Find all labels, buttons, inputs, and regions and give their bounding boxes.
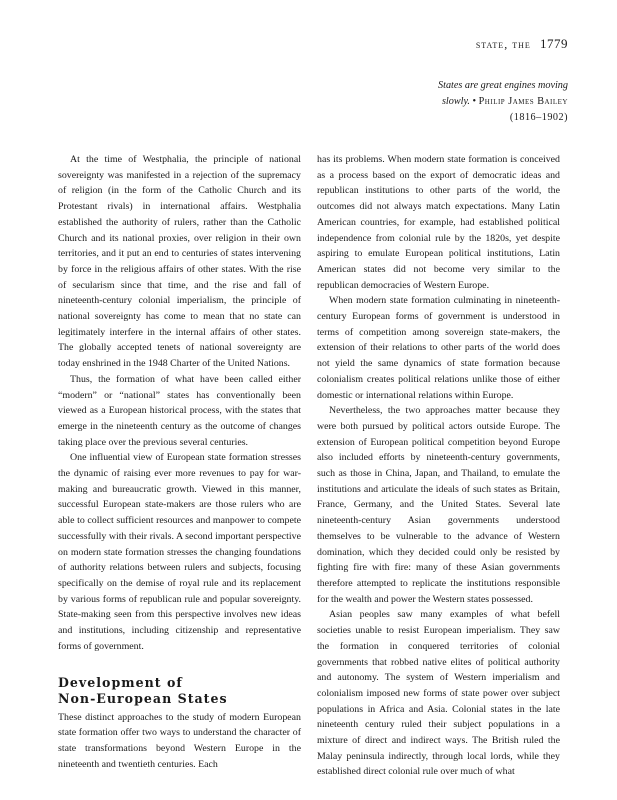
section-heading-line1: Development of — [58, 674, 183, 690]
body-paragraph: These distinct approaches to the study of modern European state formation offer two ways to understand the character of state transformations beyond Western Europe in the nineteenth and twentieth centuries. Each — [58, 711, 301, 770]
body-paragraph: One influential view of European state formation stresses the dynamic of raising ever more revenues to pay for war-making and bureaucratic growth. Viewed in this manner, successful European state-makers are those rulers who are able to collect sufficient resources and manpower to compete successfully with their rivals. A second important perspective on modern state formation stresses the changing foundations of authority relations between rulers and subjects, focusing specifically on the demise of royal rule and its replacement by various forms of republican rule and popular sovereignty. State-making seen from this perspective involves new ideas and institutions, including citizenship and representative forms of government. — [58, 452, 301, 652]
section-heading — [58, 675, 301, 707]
body-paragraph: has its problems. When modern state formation is conceived as a process based on the export of democratic ideas and republican institutions to other parts of the world, the outcomes did not always match expectations. Many Latin American countries, for example, had established political independence from colonial rule by the 1820s, yet despite aspiring to emulate European political institutions, Latin American states did not become very similar to the republican democracies of Western Europe. — [317, 154, 560, 291]
body-paragraph: Asian peoples saw many examples of what befell societies unable to resist European imperialism. They saw the formation in conquered territories of colonial governments that robbed native elites of political authority and autonomy. The system of Western imperialism and colonialism imposed new forms of state power over subject populations in Africa and Asia. Colonial states in the late nineteenth century ruled their subject populations in a mixture of direct and indirect ways. The British ruled the Malay peninsula indirectly, through local lords, while they established direct colonial rule over much of what — [317, 609, 560, 778]
body-paragraph: At the time of Westphalia, the principle of national sovereignty was manifested in a rejection of the supremacy of religion (in the form of the Catholic Church and its Protestant rivals) in international affairs. Westphalia established the authority of rulers, rather than the Catholic Church and its national proxies, over religion in their own territories, and it put an end to centuries of states intervening by force in the religious affairs of other states. With the rise of secularism since that time, and the rise and fall of nineteenth-century colonial imperialism, the principle of national sovereignty has come to mean that no state can legitimately interfere in the internal affairs of other states. The globally accepted tenets of national sovereignty are today enshrined in the 1948 Charter of the United Nations. — [58, 154, 301, 370]
epigraph-quote-line2: slowly. — [441, 96, 470, 107]
body-paragraph: When modern state formation culminating in nineteenth-century European forms of government is understood in terms of competition among sovereign state-makers, the extension of their relations to other parts of the world does not yield the same dynamics of state formation because colonialism creates political relations unlike those of either domestic or international relations within Europe. — [317, 295, 560, 401]
epigraph — [368, 78, 568, 126]
section-heading-line2: Non-European States — [58, 690, 228, 706]
body-paragraph: Nevertheless, the two approaches matter because they were both pursued by political actors outside Europe. The extension of European political competition beyond Europe also included efforts by nineteenth-century governments, such as those in China, Japan, and Thailand, to emulate the institutions and articulate the ideals of such states as Britain, France, Germany, and the United States. Several late nineteenth-century Asian governments understood themselves to be vulnerable to the advance of Western domination, which they decided could only be resisted by fighting fire with fire: many of these Asian governments therefore attempted to replicate the institutions responsible for the wealth and power the Western states possessed. — [317, 405, 560, 605]
epigraph-author: Philip James Bailey — [478, 96, 568, 107]
running-head-title: state, the — [475, 37, 531, 51]
body-paragraph: Thus, the formation of what have been called either “modern” or “national” states has conventionally been viewed as a European historical process, with the states that emerge in the nineteenth century as the outcome of changes taking place over the previous several centuries. — [58, 373, 301, 448]
running-head — [476, 36, 568, 52]
page-number: 1779 — [540, 36, 568, 51]
epigraph-quote-line1: States are great engines moving — [438, 80, 568, 91]
epigraph-bullet: • — [472, 96, 477, 107]
left-column — [58, 152, 301, 772]
epigraph-dates: (1816–1902) — [509, 112, 568, 123]
right-column — [317, 152, 560, 780]
